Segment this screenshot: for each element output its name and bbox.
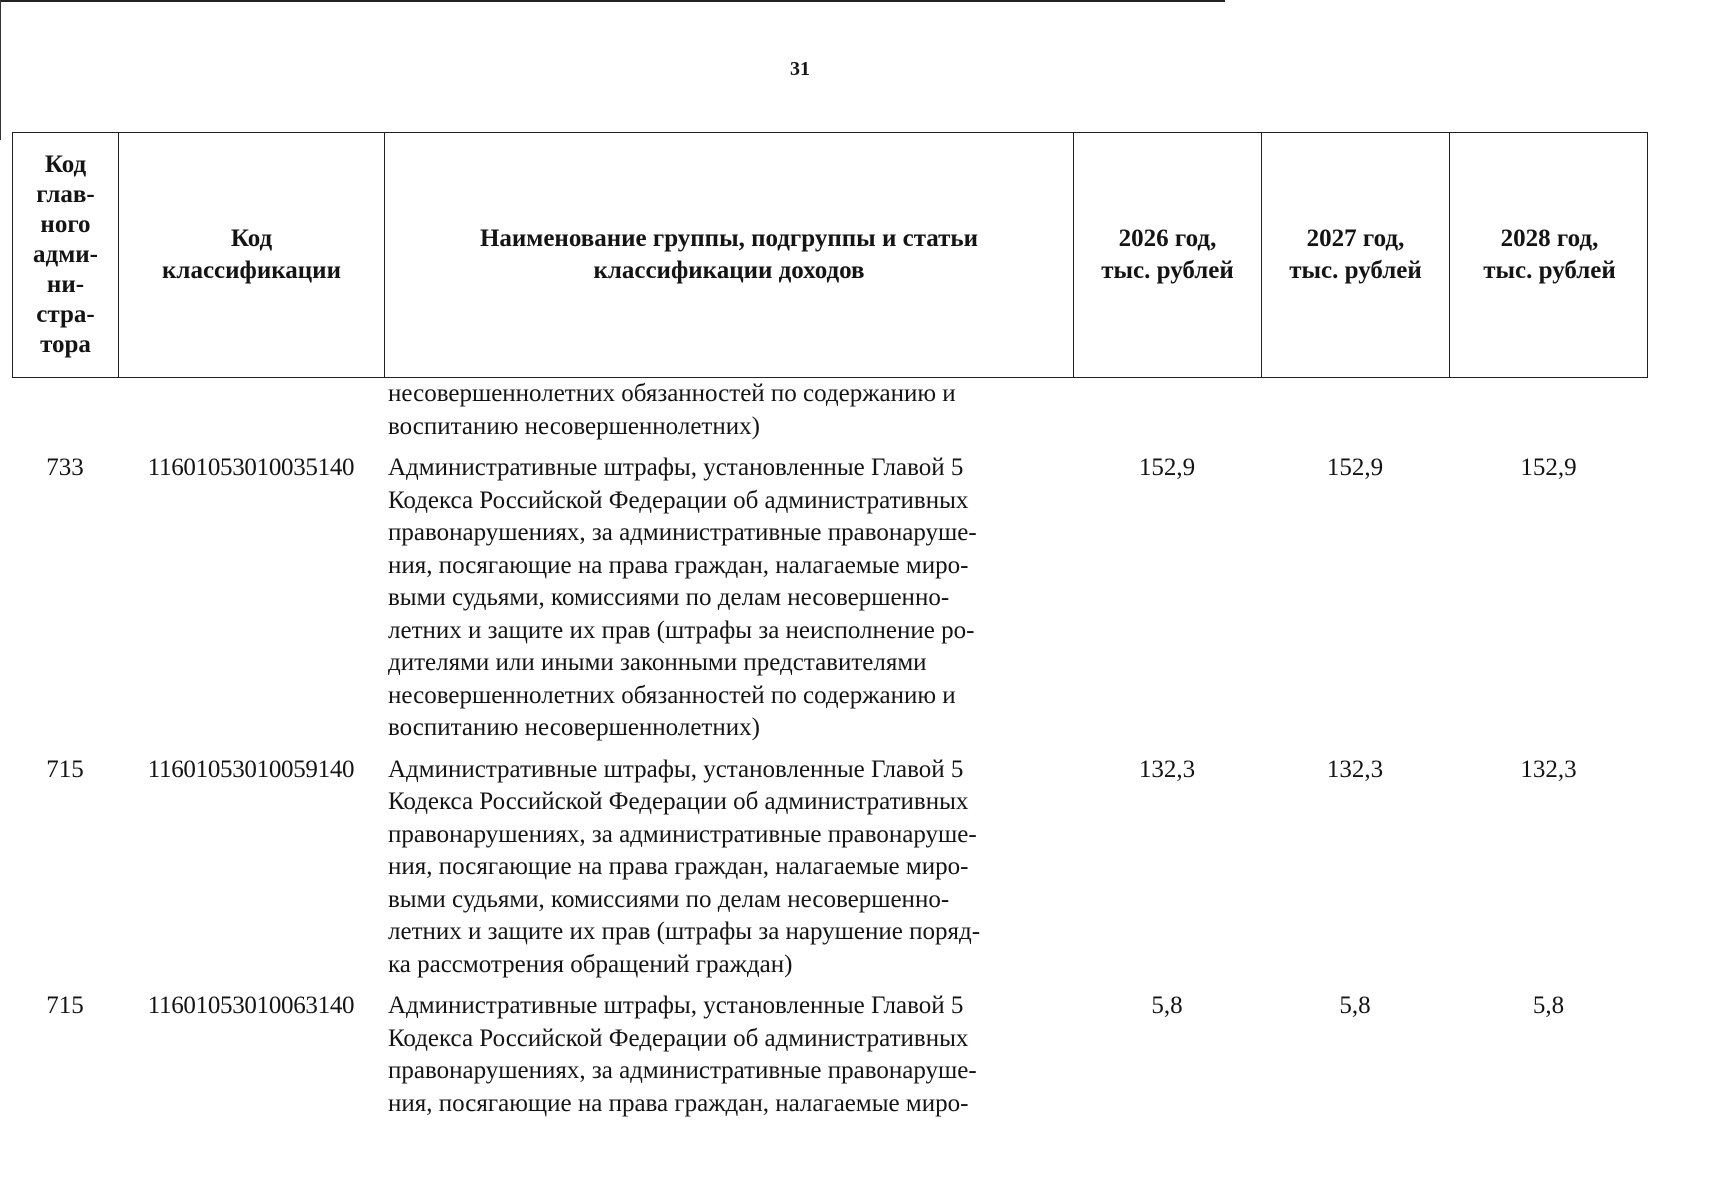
admin-code-cell: 715	[46, 755, 84, 783]
header-classification-code: Код классификации	[119, 133, 385, 377]
top-border-line	[0, 0, 1225, 2]
admin-code-cell	[12, 378, 118, 443]
classification-code-cell: 11601053010059140	[147, 755, 355, 783]
header-year-2028: 2028 год, тыс. рублей	[1483, 225, 1616, 284]
amount-2027-cell: 132,3	[1326, 755, 1384, 783]
amount-2026-cell: 132,3	[1138, 755, 1196, 783]
table-row	[12, 990, 1648, 1120]
amount-2028-cell: 132,3	[1520, 755, 1577, 783]
table-row	[12, 452, 1648, 745]
header-name: Наименование группы, подгруппы и статьи классификации доходов	[385, 133, 1074, 377]
amount-2026-cell: 152,9	[1138, 454, 1196, 481]
table-body	[12, 378, 1648, 1120]
amount-2026-cell	[1073, 378, 1261, 443]
admin-code-cell: 715	[46, 992, 84, 1019]
amount-2027-cell: 152,9	[1326, 454, 1384, 481]
header-admin-code: Код глав- ного адми- ни- стра- тора	[13, 133, 119, 377]
left-border-line	[0, 0, 1, 140]
amount-2028-cell	[1449, 378, 1648, 443]
table-row	[12, 754, 1648, 982]
income-name-cell: Административные штрафы, установленные Главой 5 Кодекса Российской Федерации об административных правонарушениях, за административные правонаруше- ния, посягающие на права граждан, налагаемые миро- выми судьями, комиссиями по делам несовершенно- летних и защите их прав (штрафы за нарушение поряд- ка рассмотрения обращений граждан)	[388, 755, 981, 978]
amount-2028-cell: 152,9	[1520, 454, 1577, 481]
classification-code-cell: 11601053010063140	[147, 992, 355, 1019]
income-name-cell: Административные штрафы, установленные Главой 5 Кодекса Российской Федерации об административных правонарушениях, за административные правонаруше- ния, посягающие на права граждан, налагаемые миро-	[388, 992, 977, 1117]
header-year-2027: 2027 год, тыс. рублей	[1262, 133, 1450, 377]
admin-code-cell: 733	[46, 454, 84, 481]
classification-code-cell	[118, 378, 384, 443]
table-header	[12, 132, 1648, 378]
classification-code-cell: 11601053010035140	[147, 454, 355, 481]
amount-2027-cell: 5,8	[1339, 992, 1371, 1019]
amount-2027-cell	[1261, 378, 1449, 443]
amount-2028-cell: 5,8	[1532, 992, 1565, 1019]
income-name-cell: Административные штрафы, установленные Главой 5 Кодекса Российской Федерации об административных правонарушениях, за административные правонаруше- ния, посягающие на права граждан, налагаемые миро- выми судьями, комиссиями по делам несовершенно- летних и защите их прав (штрафы за неисполнение ро- дителями или иными законными представителями несовершеннолетних обязанностей по содержанию и воспитанию несовершеннолетних)	[388, 454, 977, 741]
table-row	[12, 378, 1648, 443]
page-number: 31	[790, 58, 810, 80]
header-year-2026: 2026 год, тыс. рублей	[1074, 133, 1262, 377]
amount-2026-cell: 5,8	[1151, 992, 1183, 1019]
income-name-cell: несовершеннолетних обязанностей по содержанию и воспитанию несовершеннолетних)	[388, 380, 956, 440]
